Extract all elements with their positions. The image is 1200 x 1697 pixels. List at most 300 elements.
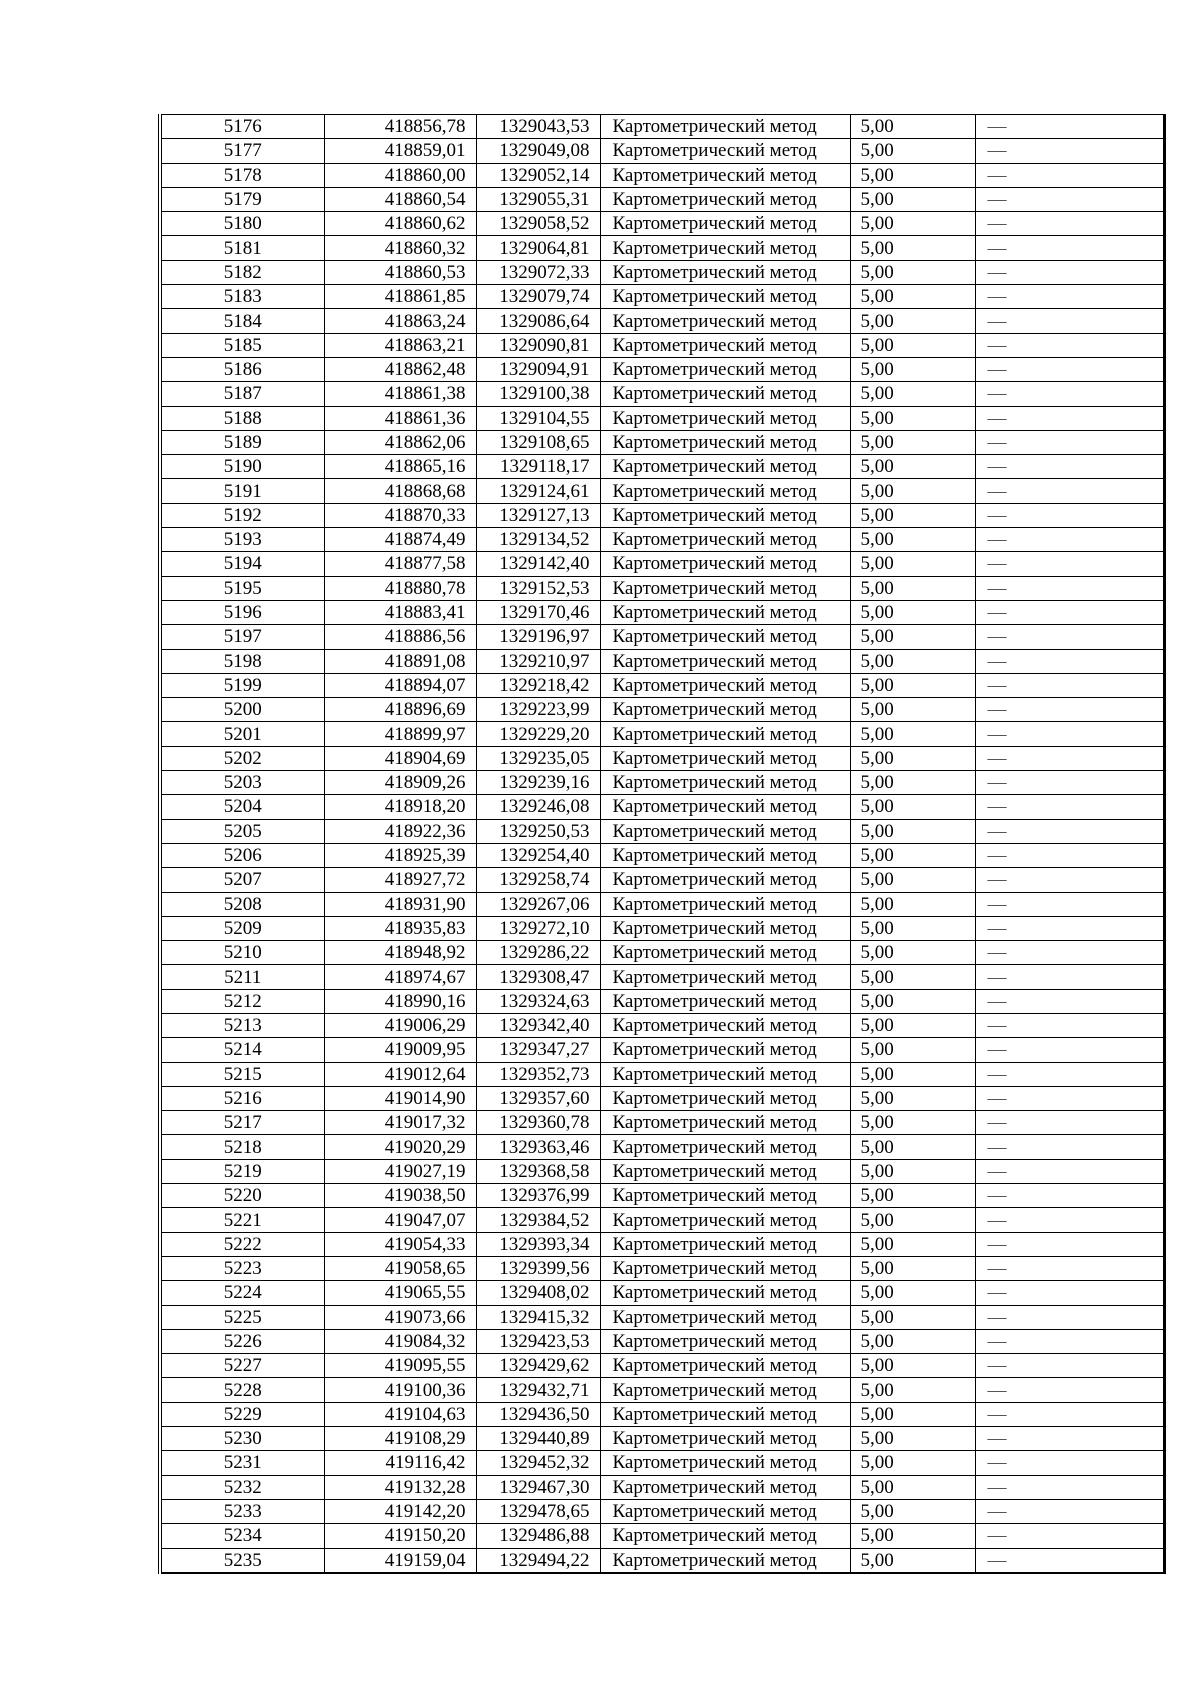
x-coordinate-cell: 418868,68 — [324, 479, 476, 503]
method-cell: Картометрический метод — [600, 430, 850, 454]
x-coordinate-cell: 418860,00 — [324, 163, 476, 187]
x-coordinate-cell: 418891,08 — [324, 649, 476, 673]
method-cell: Картометрический метод — [600, 1329, 850, 1353]
accuracy-cell: 5,00 — [850, 1305, 975, 1329]
description-cell: — — [975, 1013, 1164, 1037]
x-coordinate-cell: 418909,26 — [324, 771, 476, 795]
method-cell: Картометрический метод — [600, 625, 850, 649]
accuracy-cell: 5,00 — [850, 771, 975, 795]
description-cell: — — [975, 1548, 1164, 1573]
table-row — [160, 1184, 1164, 1208]
x-coordinate-cell: 418862,48 — [324, 357, 476, 381]
table-row — [160, 916, 1164, 940]
method-cell: Картометрический метод — [600, 115, 850, 139]
x-coordinate-cell: 419058,65 — [324, 1256, 476, 1280]
point-number-cell: 5204 — [160, 795, 324, 819]
accuracy-cell: 5,00 — [850, 1232, 975, 1256]
y-coordinate-cell: 1329258,74 — [476, 868, 600, 892]
y-coordinate-cell: 1329486,88 — [476, 1524, 600, 1548]
description-cell: — — [975, 1281, 1164, 1305]
description-cell: — — [975, 430, 1164, 454]
y-coordinate-cell: 1329467,30 — [476, 1475, 600, 1499]
method-cell: Картометрический метод — [600, 163, 850, 187]
accuracy-cell: 5,00 — [850, 1378, 975, 1402]
accuracy-cell: 5,00 — [850, 1184, 975, 1208]
table-row — [160, 236, 1164, 260]
y-coordinate-cell: 1329086,64 — [476, 309, 600, 333]
accuracy-cell: 5,00 — [850, 1208, 975, 1232]
y-coordinate-cell: 1329267,06 — [476, 892, 600, 916]
point-number-cell: 5197 — [160, 625, 324, 649]
y-coordinate-cell: 1329058,52 — [476, 212, 600, 236]
x-coordinate-cell: 418862,06 — [324, 430, 476, 454]
method-cell: Картометрический метод — [600, 868, 850, 892]
point-number-cell: 5180 — [160, 212, 324, 236]
accuracy-cell: 5,00 — [850, 528, 975, 552]
point-number-cell: 5191 — [160, 479, 324, 503]
method-cell: Картометрический метод — [600, 941, 850, 965]
method-cell: Картометрический метод — [600, 212, 850, 236]
x-coordinate-cell: 419027,19 — [324, 1159, 476, 1183]
point-number-cell: 5206 — [160, 843, 324, 867]
table-row — [160, 1159, 1164, 1183]
description-cell: — — [975, 1451, 1164, 1475]
y-coordinate-cell: 1329118,17 — [476, 455, 600, 479]
description-cell: — — [975, 139, 1164, 163]
point-number-cell: 5234 — [160, 1524, 324, 1548]
accuracy-cell: 5,00 — [850, 1086, 975, 1110]
x-coordinate-cell: 419108,29 — [324, 1427, 476, 1451]
method-cell: Картометрический метод — [600, 479, 850, 503]
accuracy-cell: 5,00 — [850, 625, 975, 649]
point-number-cell: 5232 — [160, 1475, 324, 1499]
accuracy-cell: 5,00 — [850, 309, 975, 333]
y-coordinate-cell: 1329090,81 — [476, 333, 600, 357]
method-cell: Картометрический метод — [600, 503, 850, 527]
description-cell: — — [975, 333, 1164, 357]
description-cell: — — [975, 115, 1164, 139]
method-cell: Картометрический метод — [600, 1548, 850, 1573]
table-row — [160, 1232, 1164, 1256]
x-coordinate-cell: 418863,24 — [324, 309, 476, 333]
y-coordinate-cell: 1329352,73 — [476, 1062, 600, 1086]
method-cell: Картометрический метод — [600, 1524, 850, 1548]
description-cell: — — [975, 722, 1164, 746]
method-cell: Картометрический метод — [600, 965, 850, 989]
method-cell: Картометрический метод — [600, 1062, 850, 1086]
x-coordinate-cell: 419014,90 — [324, 1086, 476, 1110]
y-coordinate-cell: 1329064,81 — [476, 236, 600, 260]
description-cell: — — [975, 1135, 1164, 1159]
x-coordinate-cell: 418860,53 — [324, 260, 476, 284]
x-coordinate-cell: 418990,16 — [324, 989, 476, 1013]
description-cell: — — [975, 1305, 1164, 1329]
description-cell: — — [975, 309, 1164, 333]
method-cell: Картометрический метод — [600, 260, 850, 284]
point-number-cell: 5194 — [160, 552, 324, 576]
method-cell: Картометрический метод — [600, 236, 850, 260]
accuracy-cell: 5,00 — [850, 236, 975, 260]
accuracy-cell: 5,00 — [850, 819, 975, 843]
description-cell: — — [975, 1062, 1164, 1086]
accuracy-cell: 5,00 — [850, 989, 975, 1013]
description-cell: — — [975, 795, 1164, 819]
description-cell: — — [975, 600, 1164, 624]
description-cell: — — [975, 382, 1164, 406]
y-coordinate-cell: 1329142,40 — [476, 552, 600, 576]
accuracy-cell: 5,00 — [850, 1402, 975, 1426]
method-cell: Картометрический метод — [600, 722, 850, 746]
y-coordinate-cell: 1329286,22 — [476, 941, 600, 965]
point-number-cell: 5235 — [160, 1548, 324, 1573]
table-row — [160, 1111, 1164, 1135]
x-coordinate-cell: 418904,69 — [324, 746, 476, 770]
method-cell: Картометрический метод — [600, 1232, 850, 1256]
y-coordinate-cell: 1329229,20 — [476, 722, 600, 746]
accuracy-cell: 5,00 — [850, 1329, 975, 1353]
x-coordinate-cell: 419020,29 — [324, 1135, 476, 1159]
description-cell: — — [975, 163, 1164, 187]
point-number-cell: 5219 — [160, 1159, 324, 1183]
x-coordinate-cell: 419006,29 — [324, 1013, 476, 1037]
point-number-cell: 5185 — [160, 333, 324, 357]
table-row — [160, 698, 1164, 722]
method-cell: Картометрический метод — [600, 649, 850, 673]
y-coordinate-cell: 1329399,56 — [476, 1256, 600, 1280]
coordinates-table — [158, 114, 1166, 1574]
method-cell: Картометрический метод — [600, 795, 850, 819]
table-row — [160, 771, 1164, 795]
method-cell: Картометрический метод — [600, 698, 850, 722]
table-row — [160, 941, 1164, 965]
table-row — [160, 625, 1164, 649]
description-cell: — — [975, 236, 1164, 260]
method-cell: Картометрический метод — [600, 1281, 850, 1305]
description-cell: — — [975, 892, 1164, 916]
method-cell: Картометрический метод — [600, 187, 850, 211]
description-cell: — — [975, 965, 1164, 989]
y-coordinate-cell: 1329079,74 — [476, 285, 600, 309]
description-cell: — — [975, 941, 1164, 965]
description-cell: — — [975, 1378, 1164, 1402]
point-number-cell: 5201 — [160, 722, 324, 746]
description-cell: — — [975, 1329, 1164, 1353]
y-coordinate-cell: 1329452,32 — [476, 1451, 600, 1475]
point-number-cell: 5195 — [160, 576, 324, 600]
x-coordinate-cell: 419009,95 — [324, 1038, 476, 1062]
method-cell: Картометрический метод — [600, 1086, 850, 1110]
point-number-cell: 5212 — [160, 989, 324, 1013]
x-coordinate-cell: 419159,04 — [324, 1548, 476, 1573]
point-number-cell: 5190 — [160, 455, 324, 479]
point-number-cell: 5220 — [160, 1184, 324, 1208]
description-cell: — — [975, 868, 1164, 892]
table-row — [160, 1135, 1164, 1159]
x-coordinate-cell: 418918,20 — [324, 795, 476, 819]
description-cell: — — [975, 528, 1164, 552]
method-cell: Картометрический метод — [600, 1135, 850, 1159]
table-row — [160, 649, 1164, 673]
y-coordinate-cell: 1329043,53 — [476, 115, 600, 139]
y-coordinate-cell: 1329170,46 — [476, 600, 600, 624]
point-number-cell: 5223 — [160, 1256, 324, 1280]
method-cell: Картометрический метод — [600, 1208, 850, 1232]
y-coordinate-cell: 1329052,14 — [476, 163, 600, 187]
x-coordinate-cell: 419038,50 — [324, 1184, 476, 1208]
point-number-cell: 5200 — [160, 698, 324, 722]
accuracy-cell: 5,00 — [850, 503, 975, 527]
method-cell: Картометрический метод — [600, 406, 850, 430]
accuracy-cell: 5,00 — [850, 1499, 975, 1523]
table-row — [160, 746, 1164, 770]
y-coordinate-cell: 1329124,61 — [476, 479, 600, 503]
table-row — [160, 892, 1164, 916]
description-cell: — — [975, 1475, 1164, 1499]
table-row — [160, 1329, 1164, 1353]
method-cell: Картометрический метод — [600, 1451, 850, 1475]
x-coordinate-cell: 418931,90 — [324, 892, 476, 916]
x-coordinate-cell: 418860,54 — [324, 187, 476, 211]
x-coordinate-cell: 418922,36 — [324, 819, 476, 843]
y-coordinate-cell: 1329347,27 — [476, 1038, 600, 1062]
x-coordinate-cell: 419100,36 — [324, 1378, 476, 1402]
table-row — [160, 989, 1164, 1013]
accuracy-cell: 5,00 — [850, 1111, 975, 1135]
x-coordinate-cell: 419073,66 — [324, 1305, 476, 1329]
table-row — [160, 406, 1164, 430]
method-cell: Картометрический метод — [600, 139, 850, 163]
x-coordinate-cell: 418861,36 — [324, 406, 476, 430]
point-number-cell: 5225 — [160, 1305, 324, 1329]
x-coordinate-cell: 419142,20 — [324, 1499, 476, 1523]
x-coordinate-cell: 418870,33 — [324, 503, 476, 527]
y-coordinate-cell: 1329152,53 — [476, 576, 600, 600]
accuracy-cell: 5,00 — [850, 260, 975, 284]
x-coordinate-cell: 418877,58 — [324, 552, 476, 576]
point-number-cell: 5205 — [160, 819, 324, 843]
point-number-cell: 5187 — [160, 382, 324, 406]
method-cell: Картометрический метод — [600, 600, 850, 624]
accuracy-cell: 5,00 — [850, 649, 975, 673]
table-row — [160, 1354, 1164, 1378]
accuracy-cell: 5,00 — [850, 1135, 975, 1159]
accuracy-cell: 5,00 — [850, 430, 975, 454]
y-coordinate-cell: 1329363,46 — [476, 1135, 600, 1159]
y-coordinate-cell: 1329218,42 — [476, 673, 600, 697]
table-row — [160, 455, 1164, 479]
table-row — [160, 1402, 1164, 1426]
x-coordinate-cell: 418860,32 — [324, 236, 476, 260]
accuracy-cell: 5,00 — [850, 843, 975, 867]
description-cell: — — [975, 552, 1164, 576]
accuracy-cell: 5,00 — [850, 795, 975, 819]
description-cell: — — [975, 1159, 1164, 1183]
table-row — [160, 479, 1164, 503]
point-number-cell: 5210 — [160, 941, 324, 965]
table-row — [160, 576, 1164, 600]
accuracy-cell: 5,00 — [850, 746, 975, 770]
y-coordinate-cell: 1329429,62 — [476, 1354, 600, 1378]
point-number-cell: 5186 — [160, 357, 324, 381]
y-coordinate-cell: 1329272,10 — [476, 916, 600, 940]
point-number-cell: 5209 — [160, 916, 324, 940]
point-number-cell: 5227 — [160, 1354, 324, 1378]
description-cell: — — [975, 357, 1164, 381]
table-row — [160, 212, 1164, 236]
accuracy-cell: 5,00 — [850, 698, 975, 722]
point-number-cell: 5188 — [160, 406, 324, 430]
point-number-cell: 5211 — [160, 965, 324, 989]
x-coordinate-cell: 418863,21 — [324, 333, 476, 357]
y-coordinate-cell: 1329239,16 — [476, 771, 600, 795]
point-number-cell: 5207 — [160, 868, 324, 892]
table-row — [160, 1499, 1164, 1523]
table-row — [160, 1038, 1164, 1062]
coordinates-table-body — [160, 115, 1164, 1573]
accuracy-cell: 5,00 — [850, 115, 975, 139]
y-coordinate-cell: 1329254,40 — [476, 843, 600, 867]
accuracy-cell: 5,00 — [850, 1159, 975, 1183]
table-row — [160, 1548, 1164, 1573]
x-coordinate-cell: 418899,97 — [324, 722, 476, 746]
table-row — [160, 1475, 1164, 1499]
y-coordinate-cell: 1329360,78 — [476, 1111, 600, 1135]
point-number-cell: 5229 — [160, 1402, 324, 1426]
point-number-cell: 5222 — [160, 1232, 324, 1256]
accuracy-cell: 5,00 — [850, 285, 975, 309]
accuracy-cell: 5,00 — [850, 212, 975, 236]
description-cell: — — [975, 819, 1164, 843]
accuracy-cell: 5,00 — [850, 455, 975, 479]
point-number-cell: 5218 — [160, 1135, 324, 1159]
point-number-cell: 5228 — [160, 1378, 324, 1402]
point-number-cell: 5181 — [160, 236, 324, 260]
method-cell: Картометрический метод — [600, 1038, 850, 1062]
y-coordinate-cell: 1329376,99 — [476, 1184, 600, 1208]
accuracy-cell: 5,00 — [850, 333, 975, 357]
table-row — [160, 1086, 1164, 1110]
description-cell: — — [975, 455, 1164, 479]
point-number-cell: 5208 — [160, 892, 324, 916]
description-cell: — — [975, 576, 1164, 600]
method-cell: Картометрический метод — [600, 1427, 850, 1451]
accuracy-cell: 5,00 — [850, 941, 975, 965]
x-coordinate-cell: 419095,55 — [324, 1354, 476, 1378]
y-coordinate-cell: 1329210,97 — [476, 649, 600, 673]
method-cell: Картометрический метод — [600, 746, 850, 770]
table-row — [160, 1378, 1164, 1402]
table-row — [160, 115, 1164, 139]
method-cell: Картометрический метод — [600, 989, 850, 1013]
x-coordinate-cell: 418974,67 — [324, 965, 476, 989]
description-cell: — — [975, 1524, 1164, 1548]
point-number-cell: 5217 — [160, 1111, 324, 1135]
table-row — [160, 868, 1164, 892]
x-coordinate-cell: 419017,32 — [324, 1111, 476, 1135]
table-row — [160, 163, 1164, 187]
y-coordinate-cell: 1329436,50 — [476, 1402, 600, 1426]
accuracy-cell: 5,00 — [850, 892, 975, 916]
method-cell: Картометрический метод — [600, 455, 850, 479]
point-number-cell: 5179 — [160, 187, 324, 211]
method-cell: Картометрический метод — [600, 1305, 850, 1329]
method-cell: Картометрический метод — [600, 1354, 850, 1378]
table-row — [160, 1305, 1164, 1329]
y-coordinate-cell: 1329494,22 — [476, 1548, 600, 1573]
description-cell: — — [975, 746, 1164, 770]
description-cell: — — [975, 1499, 1164, 1523]
method-cell: Картометрический метод — [600, 357, 850, 381]
y-coordinate-cell: 1329423,53 — [476, 1329, 600, 1353]
method-cell: Картометрический метод — [600, 916, 850, 940]
y-coordinate-cell: 1329393,34 — [476, 1232, 600, 1256]
x-coordinate-cell: 418865,16 — [324, 455, 476, 479]
description-cell: — — [975, 1086, 1164, 1110]
y-coordinate-cell: 1329094,91 — [476, 357, 600, 381]
point-number-cell: 5214 — [160, 1038, 324, 1062]
table-row — [160, 1208, 1164, 1232]
x-coordinate-cell: 419047,07 — [324, 1208, 476, 1232]
accuracy-cell: 5,00 — [850, 673, 975, 697]
accuracy-cell: 5,00 — [850, 1281, 975, 1305]
accuracy-cell: 5,00 — [850, 965, 975, 989]
point-number-cell: 5193 — [160, 528, 324, 552]
table-row — [160, 139, 1164, 163]
accuracy-cell: 5,00 — [850, 1524, 975, 1548]
method-cell: Картометрический метод — [600, 673, 850, 697]
table-row — [160, 819, 1164, 843]
accuracy-cell: 5,00 — [850, 357, 975, 381]
description-cell: — — [975, 916, 1164, 940]
y-coordinate-cell: 1329223,99 — [476, 698, 600, 722]
description-cell: — — [975, 212, 1164, 236]
method-cell: Картометрический метод — [600, 309, 850, 333]
accuracy-cell: 5,00 — [850, 1062, 975, 1086]
point-number-cell: 5230 — [160, 1427, 324, 1451]
method-cell: Картометрический метод — [600, 528, 850, 552]
accuracy-cell: 5,00 — [850, 552, 975, 576]
description-cell: — — [975, 1208, 1164, 1232]
point-number-cell: 5182 — [160, 260, 324, 284]
description-cell: — — [975, 843, 1164, 867]
x-coordinate-cell: 419054,33 — [324, 1232, 476, 1256]
y-coordinate-cell: 1329134,52 — [476, 528, 600, 552]
table-row — [160, 333, 1164, 357]
table-row — [160, 1524, 1164, 1548]
table-row — [160, 503, 1164, 527]
point-number-cell: 5184 — [160, 309, 324, 333]
point-number-cell: 5178 — [160, 163, 324, 187]
description-cell: — — [975, 989, 1164, 1013]
table-row — [160, 843, 1164, 867]
table-row — [160, 187, 1164, 211]
point-number-cell: 5177 — [160, 139, 324, 163]
point-number-cell: 5176 — [160, 115, 324, 139]
table-row — [160, 965, 1164, 989]
point-number-cell: 5196 — [160, 600, 324, 624]
accuracy-cell: 5,00 — [850, 868, 975, 892]
x-coordinate-cell: 418856,78 — [324, 115, 476, 139]
description-cell: — — [975, 1038, 1164, 1062]
description-cell: — — [975, 625, 1164, 649]
point-number-cell: 5203 — [160, 771, 324, 795]
description-cell: — — [975, 285, 1164, 309]
method-cell: Картометрический метод — [600, 892, 850, 916]
point-number-cell: 5183 — [160, 285, 324, 309]
point-number-cell: 5233 — [160, 1499, 324, 1523]
x-coordinate-cell: 419084,32 — [324, 1329, 476, 1353]
y-coordinate-cell: 1329432,71 — [476, 1378, 600, 1402]
